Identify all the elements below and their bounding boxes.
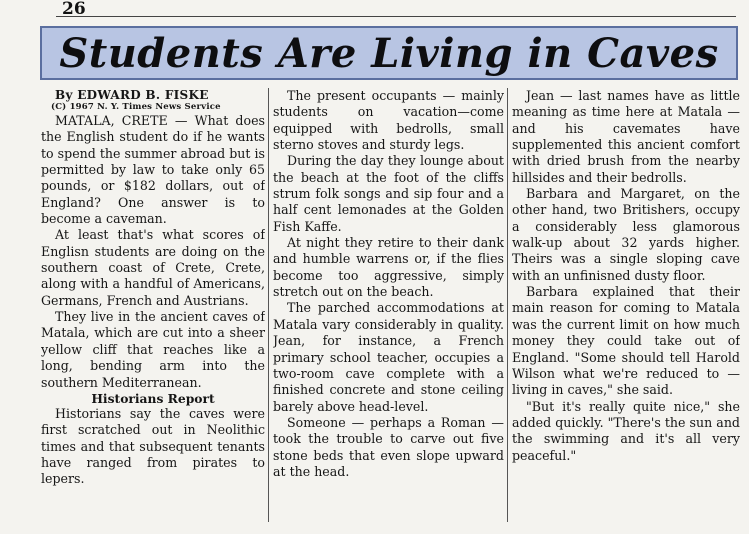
- paragraph: The parched accommodations at Matala vary considerably in quality. Jean, for instance, a French primary school teacher, occupies a two-room cave complete with a finished concrete and stone ceiling barely above head-level.: [273, 300, 504, 414]
- paragraph: Someone — perhaps a Roman — took the trouble to carve out five stone beds that even slope upward at the head.: [273, 414, 504, 479]
- subheading: Historians Report: [91, 390, 215, 406]
- page-number: 26: [62, 0, 86, 19]
- paragraph: During the day they lounge about the beach at the foot of the cliffs strum folk songs and sip four and a half cent lemonades at the Golden Fish Kaffe.: [273, 153, 504, 234]
- paragraph: Jean — last names have as little meaning as time here at Matala — and his cavemates have supplemented this ancient comfort with dried brush from the nearby hillsides and their bedrolls.: [512, 88, 740, 185]
- paragraph: Barbara and Margaret, on the other hand, two Britishers, occupy a considerably less glamorous walk-up about 32 yards higher. Theirs was a single sloping cave with an unfinisned dusty floor.: [512, 186, 740, 283]
- byline: By EDWARD B. FISKE: [55, 88, 209, 102]
- article-column-2: [273, 88, 504, 528]
- paragraph: "But it's really quite nice," she added quickly. "There's the sun and the swimming and it's all very peaceful.": [512, 398, 740, 463]
- column-divider: [268, 88, 269, 522]
- paragraph: MATALA, CRETE — What does the English student do if he wants to spend the summer abroad but is permitted by law to take only 65 pounds, or $182 dollars, out of England? One answer is to become a caveman.: [41, 113, 265, 227]
- news-service-credit: (C) 1967 N. Y. Times News Service: [51, 102, 221, 112]
- column-divider: [507, 88, 508, 522]
- top-rule: [56, 16, 736, 17]
- paragraph: Historians say the caves were first scratched out in Neolithic times and that subsequent tenants have ranged from pirates to lepers.: [41, 405, 265, 487]
- paragraph: At night they retire to their dank and humble warrens or, if the flies become too aggressive, simply stretch out on the beach.: [273, 235, 504, 300]
- headline-highlight: [40, 26, 738, 80]
- article-column-1: [41, 88, 265, 528]
- paragraph: At least that's what scores of Englisn students are doing on the southern coast of Crete, Crete, along with a handful of Americans, Germans, French and Austrians.: [41, 227, 265, 308]
- headline: Students Are Living in Caves: [59, 29, 719, 77]
- article-column-3: [512, 88, 740, 528]
- paragraph: Barbara explained that their main reason for coming to Matala was the current limit on how much money they could take out of England. "Some should tell Harold Wilson what we're reduced to — living in caves," she said.: [512, 284, 740, 398]
- paragraph: The present occupants — mainly students on vacation—come equipped with bedrolls, small sterno stoves and sturdy legs.: [273, 88, 504, 153]
- paragraph: They live in the ancient caves of Matala, which are cut into a sheer yellow cliff that reaches like a long, bending arm into the southern Mediterranean.: [41, 309, 265, 390]
